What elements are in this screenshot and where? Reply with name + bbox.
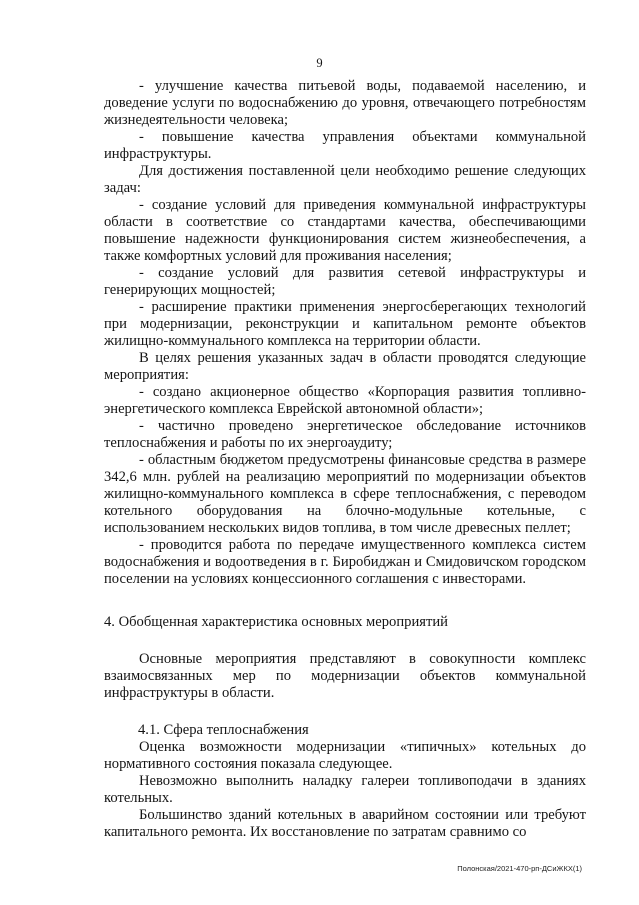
- paragraph: - частично проведено энергетическое обследование источников теплоснабжения и работы по их энергоаудиту;: [104, 418, 586, 451]
- paragraph: В целях решения указанных задач в области проводятся следующие мероприятия:: [104, 350, 586, 383]
- paragraph: - областным бюджетом предусмотрены финансовые средства в размере 342,6 млн. рублей на реализацию мероприятий по модернизации объектов жилищно-коммунального комплекса в сфере теплоснабжения, с переводом котельного оборудования на блочно-модульные котельные, с использованием нескольких видов топлива, в том числе древесных пеллет;: [104, 452, 586, 536]
- paragraph: - улучшение качества питьевой воды, подаваемой населению, и доведение услуги по водоснабжению до уровня, отвечающего потребностям жизнедеятельности человека;: [104, 78, 586, 128]
- paragraph: Большинство зданий котельных в аварийном состоянии или требуют капитального ремонта. Их восстановление по затратам сравнимо со: [104, 807, 586, 840]
- paragraph: - создание условий для приведения коммунальной инфраструктуры области в соответствие со стандартами качества, обеспечивающими повышение надежности функционирования систем жизнеобеспечения, а также комфортных условий для проживания населения;: [104, 197, 586, 264]
- paragraph: Основные мероприятия представляют в совокупности комплекс взаимосвязанных мер по модернизации объектов коммунальной инфраструктуры в области.: [104, 651, 586, 701]
- paragraph: - создание условий для развития сетевой инфраструктуры и генерирующих мощностей;: [104, 265, 586, 298]
- page-number: 9: [316, 56, 323, 70]
- paragraph: - создано акционерное общество «Корпорация развития топливно-энергетического комплекса Еврейской автономной области»;: [104, 384, 586, 417]
- section-heading: 4. Обобщенная характеристика основных мероприятий: [104, 614, 448, 630]
- paragraph: - расширение практики применения энергосберегающих технологий при модернизации, реконструкции и капитальном ремонте объектов жилищно-коммунального комплекса на территории области.: [104, 299, 586, 349]
- paragraph: Для достижения поставленной цели необходимо решение следующих задач:: [104, 163, 586, 196]
- paragraph: Оценка возможности модернизации «типичных» котельных до нормативного состояния показала следующее.: [104, 739, 586, 772]
- document-footer-code: Полонская/2021-470-рп-ДСиЖКХ(1): [457, 864, 582, 873]
- paragraph: - повышение качества управления объектами коммунальной инфраструктуры.: [104, 129, 586, 162]
- paragraph: - проводится работа по передаче имущественного комплекса систем водоснабжения и водоотведения в г. Биробиджан и Смидовичском городском поселении на условиях концессионного соглашения с инвесторами.: [104, 537, 586, 587]
- paragraph: Невозможно выполнить наладку галереи топливоподачи в зданиях котельных.: [104, 773, 586, 806]
- subsection-heading: 4.1. Сфера теплоснабжения: [138, 722, 309, 738]
- document-body: [104, 78, 586, 841]
